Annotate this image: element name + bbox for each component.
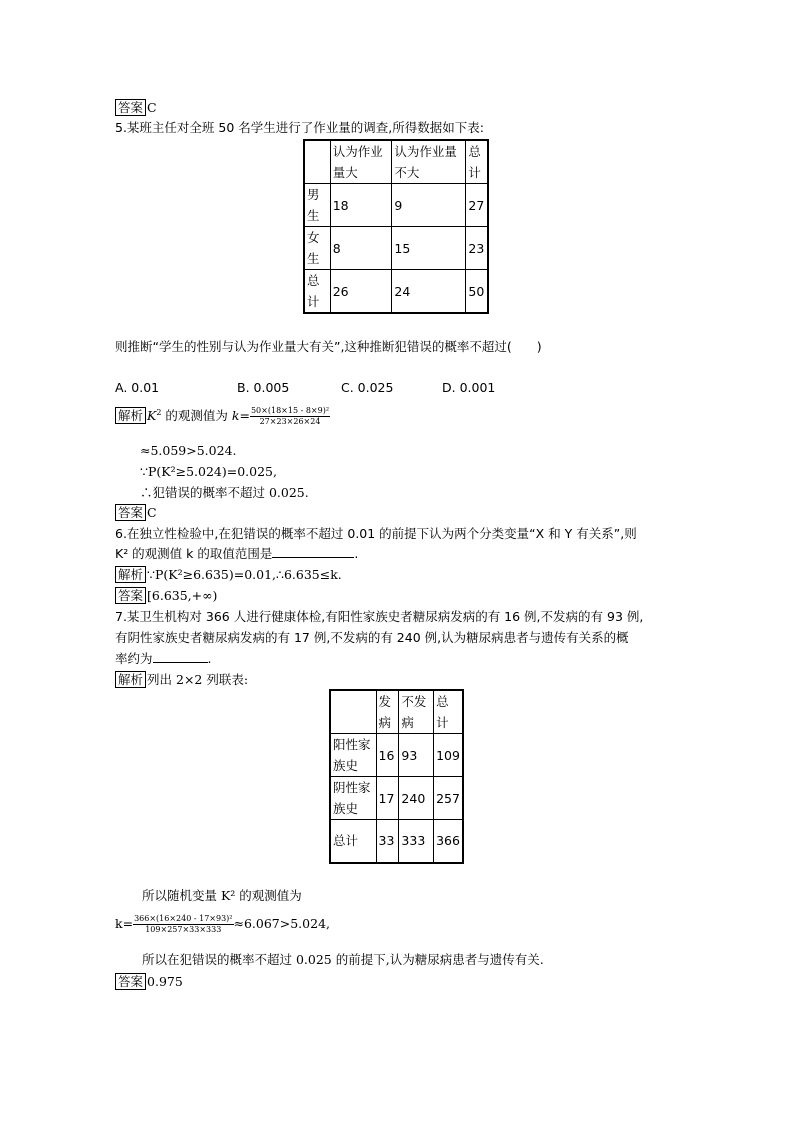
math-exponent: 2 [156, 407, 162, 417]
q5-solution-line-1 [115, 406, 330, 427]
table-cell: 总计 [434, 690, 463, 734]
table-row [304, 227, 488, 270]
table-cell: 不发病 [399, 690, 434, 734]
math-var: K [147, 408, 157, 423]
fraction [133, 914, 233, 935]
table-cell: 93 [399, 734, 434, 777]
table-cell: 15 [392, 227, 466, 270]
question-6-text-line-1: 6.在独立性检验中,在犯错误的概率不超过 0.01 的前提下认为两个分类变量“X 和 Y 有关系”,则 [115, 526, 637, 541]
answer-tag: 答案 [115, 504, 146, 521]
question-text: . [354, 546, 359, 561]
solution-text: ∵P(K²≥6.635)=0.01,∴6.635≤k. [147, 567, 342, 582]
table-cell: 257 [434, 777, 463, 820]
q5-solution-line-2: ≈5.059>5.024. [140, 443, 237, 458]
q7-solution-intro [115, 671, 248, 688]
question-text: 率约为 [115, 651, 153, 666]
question-6-text-line-2 [115, 546, 358, 561]
math-result: ≈6.067>5.024, [233, 916, 330, 931]
table-cell: 17 [376, 777, 399, 820]
table-cell: 50 [466, 270, 488, 314]
math-lhs: k= [115, 916, 134, 931]
table-row [304, 184, 488, 227]
q5-answer-line [115, 504, 157, 521]
table-cell: 23 [466, 227, 488, 270]
q7-answer-line [115, 973, 183, 990]
table-cell: 9 [392, 184, 466, 227]
answer-blank [272, 547, 354, 558]
table-cell: 阳性家族史 [330, 734, 376, 777]
table-row [304, 270, 488, 314]
table-cell: 109 [434, 734, 463, 777]
question-7-text-line-1: 7.某卫生机构对 366 人进行健康体检,有阳性家族史者糖尿病发病的有 16 例,不发病的有 93 例, [115, 609, 644, 624]
table-header-row [304, 140, 488, 184]
solution-tag: 解析 [115, 407, 146, 424]
question-5-prompt: 则推断“学生的性别与认为作业量大有关”,这种推断犯错误的概率不超过( ) [115, 339, 542, 354]
answer-value: 0.975 [147, 974, 183, 989]
table-cell: 总计 [304, 270, 330, 314]
fraction-denominator: 109×257×33×333 [145, 925, 222, 934]
table-cell: 认为作业量大 [330, 140, 392, 184]
q6-solution-line [115, 566, 342, 583]
q7-solution-line-b [115, 914, 330, 935]
option-d: D. 0.001 [442, 380, 496, 395]
answer-value: C [147, 100, 157, 115]
q5-data-table [303, 139, 489, 314]
question-5-text: 5.某班主任对全班 50 名学生进行了作业量的调查,所得数据如下表: [115, 120, 484, 135]
q7-contingency-table [329, 689, 464, 864]
solution-tag: 解析 [115, 566, 146, 583]
solution-text: 列出 2×2 列联表: [147, 672, 249, 687]
table-cell: 333 [399, 820, 434, 863]
table-cell: 认为作业量不大 [392, 140, 466, 184]
question-7-text-line-2: 有阴性家族史者糖尿病发病的有 17 例,不发病的有 240 例,认为糖尿病患者与遗传有关系的概 [115, 630, 629, 645]
option-a: A. 0.01 [115, 380, 160, 395]
answer-tag: 答案 [115, 587, 146, 604]
q7-solution-line-a: 所以随机变量 K² 的观测值为 [142, 888, 302, 903]
question-text: K² 的观测值 k 的取值范围是 [115, 546, 273, 561]
table-row [330, 777, 463, 820]
q5-solution-line-4: ∴犯错误的概率不超过 0.025. [140, 485, 309, 500]
fraction-numerator: 366×(16×240 - 17×93)² [134, 914, 233, 923]
fraction-denominator: 27×23×26×24 [259, 417, 321, 426]
math-var: k [231, 408, 240, 423]
fraction-numerator: 50×(18×15 - 8×9)² [250, 406, 330, 415]
table-cell: 24 [392, 270, 466, 314]
table-cell [304, 140, 330, 184]
table-cell: 27 [466, 184, 488, 227]
table-cell: 8 [330, 227, 392, 270]
fraction [250, 406, 330, 427]
table-header-row [330, 690, 463, 734]
question-text: . [207, 651, 212, 666]
table-cell: 总计 [466, 140, 488, 184]
table-cell: 240 [399, 777, 434, 820]
table-cell: 366 [434, 820, 463, 863]
answer-value: C [147, 505, 157, 520]
table-row [330, 734, 463, 777]
option-c: C. 0.025 [341, 380, 394, 395]
answer-tag: 答案 [115, 99, 146, 116]
q6-answer-line [115, 587, 217, 604]
solution-text: 的观测值为 [161, 408, 232, 423]
table-cell: 26 [330, 270, 392, 314]
q5-solution-line-3: ∵P(K²≥5.024)=0.025, [140, 464, 277, 479]
answer-value: [6.635,+∞) [147, 588, 218, 603]
solution-tag: 解析 [115, 671, 146, 688]
answer-tag: 答案 [115, 973, 146, 990]
table-cell: 33 [376, 820, 399, 863]
option-b: B. 0.005 [237, 380, 290, 395]
table-cell: 总计 [330, 820, 376, 863]
table-cell: 16 [376, 734, 399, 777]
table-row [330, 820, 463, 863]
table-cell: 阴性家族史 [330, 777, 376, 820]
table-cell [330, 690, 376, 734]
table-cell: 女生 [304, 227, 330, 270]
answer-line [115, 99, 157, 116]
answer-blank [153, 652, 208, 663]
table-cell: 18 [330, 184, 392, 227]
question-7-text-line-3 [115, 651, 212, 666]
table-cell: 男生 [304, 184, 330, 227]
q7-solution-line-c: 所以在犯错误的概率不超过 0.025 的前提下,认为糖尿病患者与遗传有关. [142, 952, 544, 967]
math-equals: = [239, 408, 250, 423]
table-cell: 发病 [376, 690, 399, 734]
